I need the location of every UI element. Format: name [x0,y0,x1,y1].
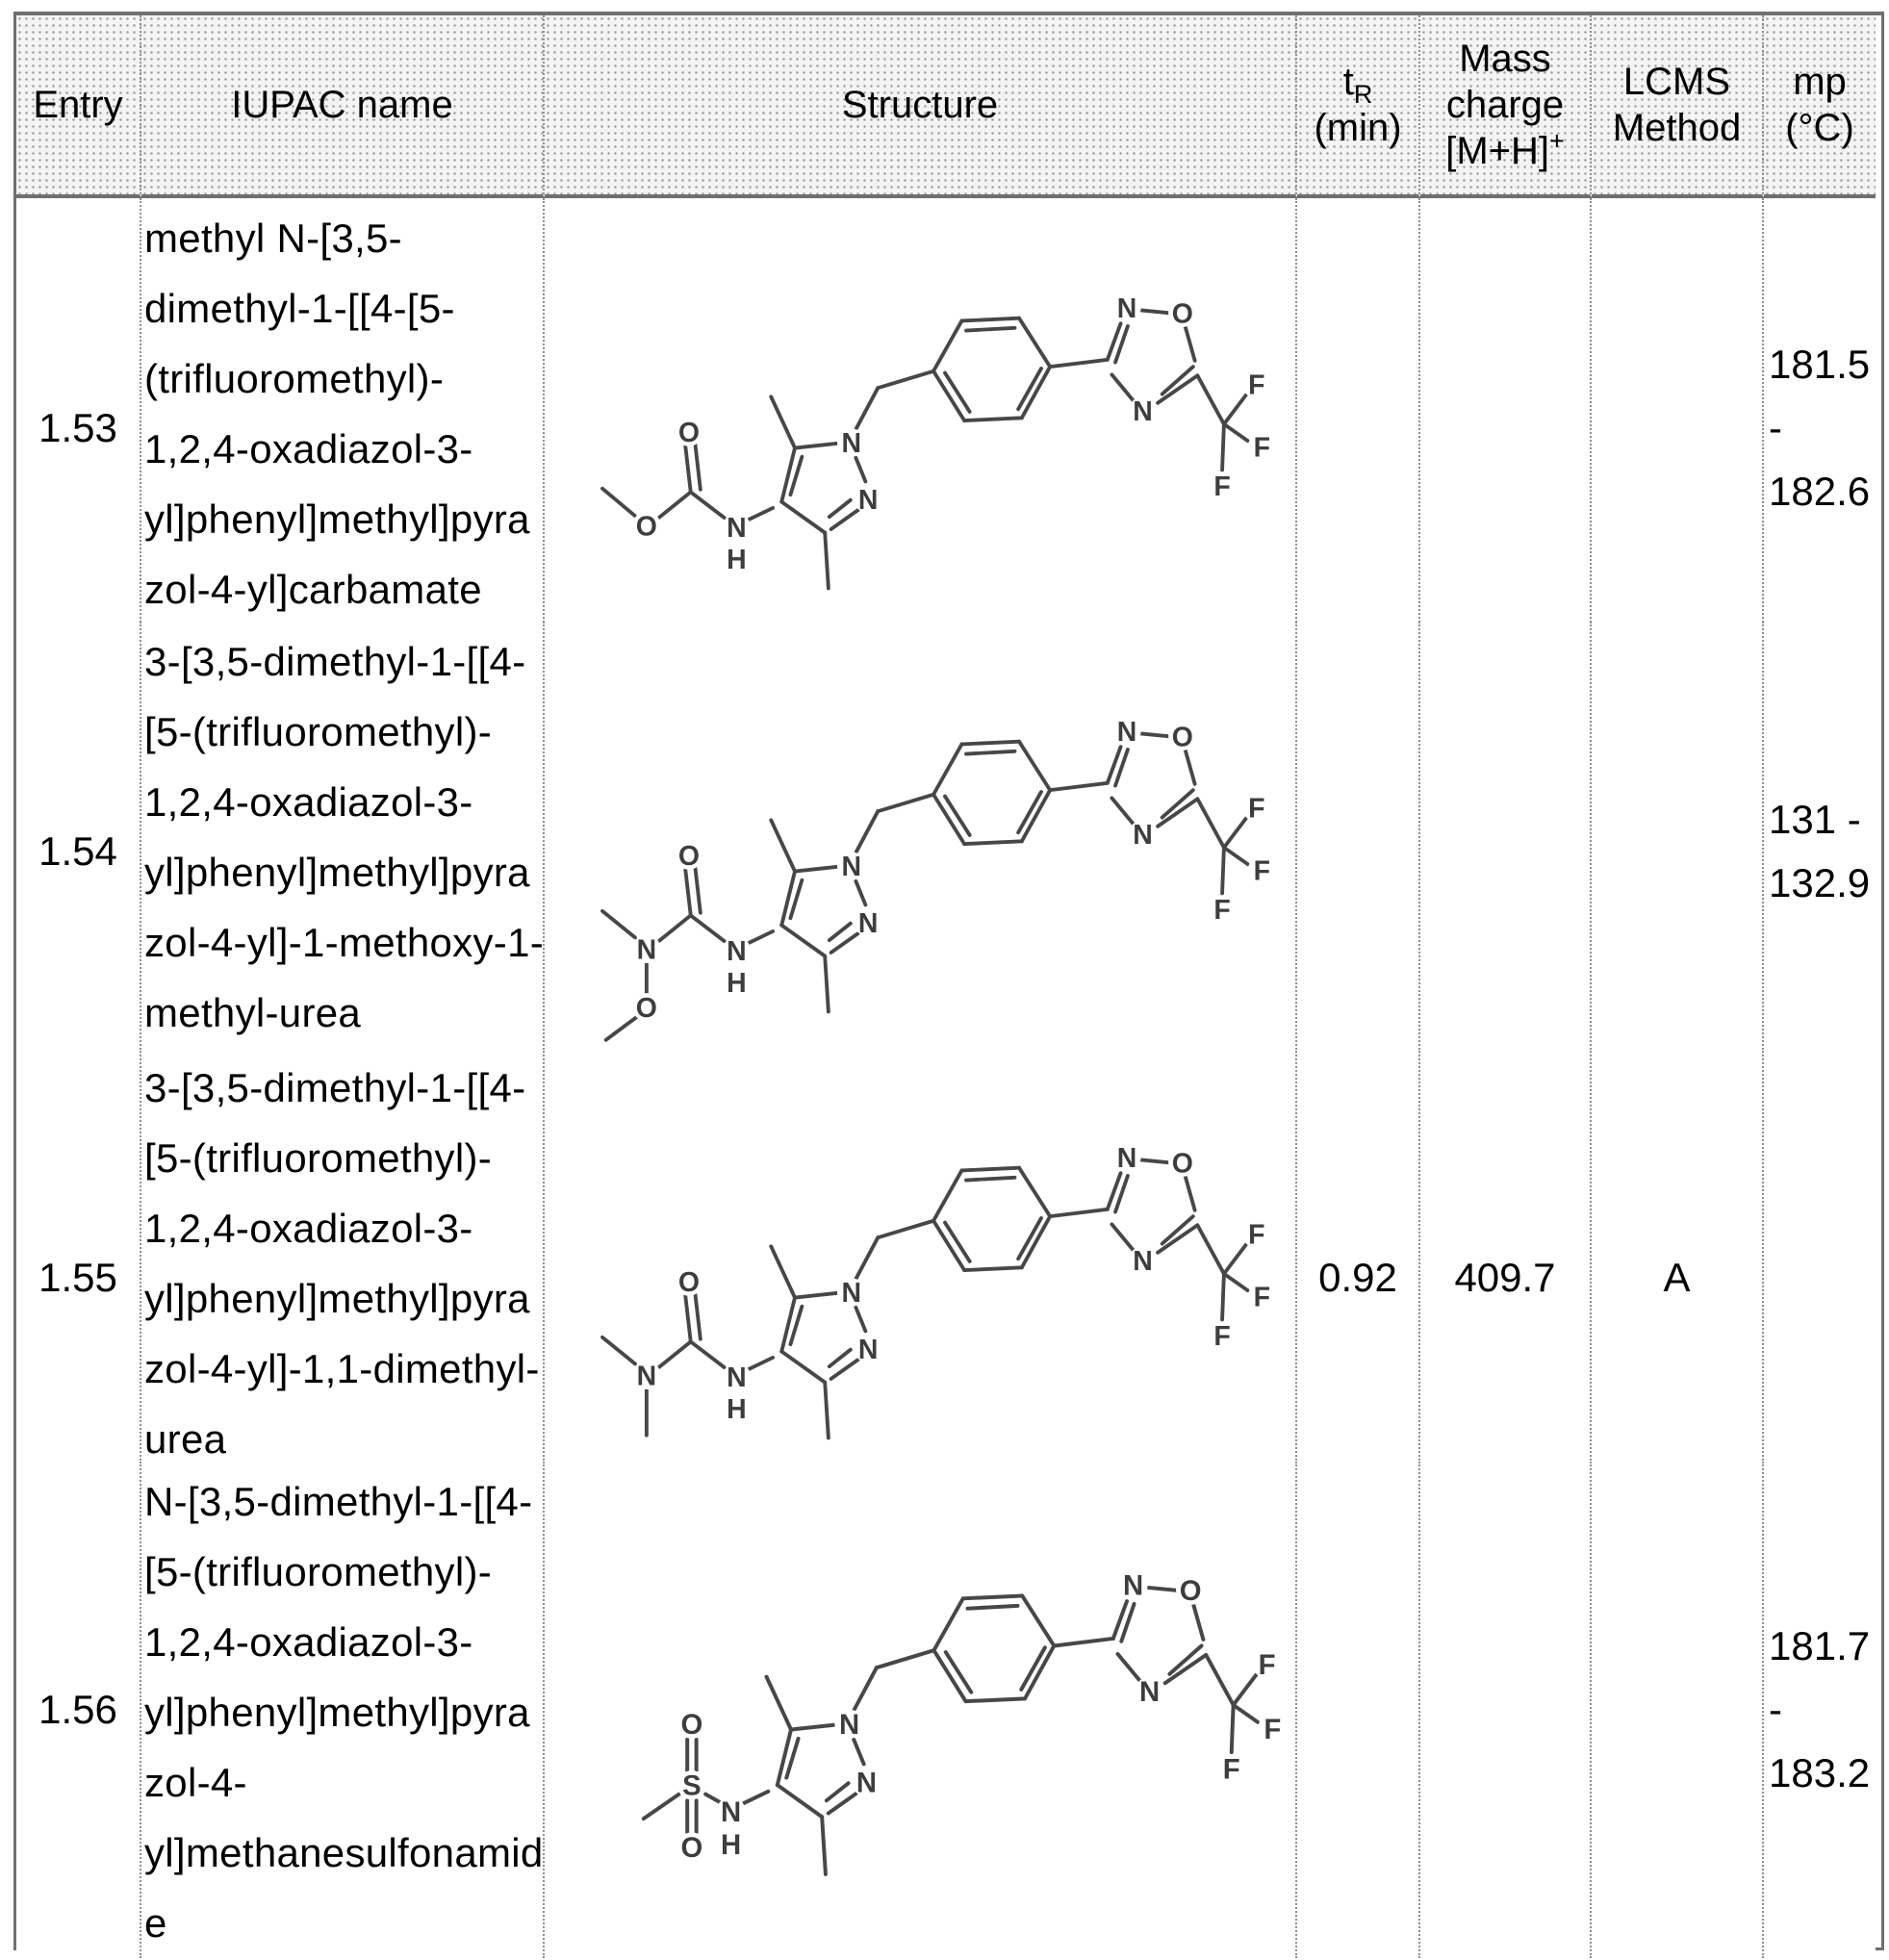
iupac-line: yl]methanesulfonamid [144,1830,544,1875]
structure-cell [545,1048,1297,1510]
iupac-line: [5-(trifluoromethyl)- [144,709,493,754]
lcms-method-value: A [1592,1048,1764,1510]
svg-text:N: N [857,1334,879,1365]
svg-text:N: N [841,427,861,459]
iupac-name [141,1048,545,1510]
iupac-name [141,1462,545,1958]
iupac-line: [5-(trifluoromethyl)- [144,1135,493,1181]
retention-time-value [1297,198,1420,660]
svg-text:F: F [1264,1714,1281,1746]
svg-text:H: H [726,1393,747,1425]
svg-text:O: O [1171,721,1193,752]
header-mass-charge: Mass charge [M+H]+ [1420,15,1592,198]
svg-text:N: N [855,1768,877,1800]
table-row [16,198,1881,622]
iupac-line: zol-4-yl]carbamate [144,567,482,612]
svg-text:O: O [680,1709,703,1742]
retention-time-value [1297,1462,1420,1958]
iupac-line: methyl-urea [144,990,362,1035]
iupac-name [141,198,545,660]
svg-text:F: F [1253,1282,1270,1313]
svg-text:N: N [726,512,747,544]
melting-point-value [1764,622,1876,1083]
molecule-structure-drawing [556,631,1285,1073]
mass-charge-value [1420,1462,1592,1958]
svg-text:N: N [1132,1245,1153,1277]
iupac-line: yl]phenyl]methyl]pyra [144,1276,530,1321]
mass-charge-value: 409.7 [1420,1048,1592,1510]
iupac-line: yl]phenyl]methyl]pyra [144,1690,530,1735]
compound-table [13,12,1884,1950]
header-melting-point: mp (°C) [1764,15,1876,198]
mp-line: 181.5 [1769,341,1871,387]
svg-text:N: N [841,1277,861,1309]
svg-text:N: N [726,1362,747,1393]
mp-line: 181.7 [1769,1623,1871,1668]
header-lcms-method: LCMS Method [1592,15,1764,198]
svg-text:N: N [1138,1676,1160,1709]
svg-text:N: N [1132,395,1153,427]
lcms-method-value [1592,1462,1764,1958]
table-row [16,1048,1881,1462]
svg-text:O: O [635,992,657,1024]
svg-text:F: F [1222,1753,1240,1786]
svg-text:H: H [726,544,747,575]
iupac-line: zol-4-yl]-1-methoxy-1- [144,920,545,965]
iupac-line: (trifluoromethyl)- [144,356,445,401]
lcms-method-value [1592,622,1764,1083]
mp-line: - [1769,1687,1782,1732]
svg-text:O: O [1179,1575,1202,1608]
melting-point-value [1764,1462,1876,1958]
melting-point-value [1764,1048,1876,1510]
entry-number: 1.54 [16,622,141,1083]
header-entry: Entry [16,15,141,198]
iupac-line: dimethyl-1-[[4-[5- [144,286,455,331]
svg-text:N: N [726,935,747,967]
mass-charge-value [1420,198,1592,660]
iupac-line: methyl N-[3,5- [144,216,402,261]
svg-text:O: O [677,1266,700,1298]
iupac-line: 1,2,4-oxadiazol-3- [144,426,473,471]
entry-number: 1.56 [16,1462,141,1958]
svg-text:F: F [1258,1649,1276,1682]
svg-text:F: F [1253,432,1270,464]
iupac-line: yl]phenyl]methyl]pyra [144,850,530,895]
iupac-line: 3-[3,5-dimethyl-1-[[4- [144,639,526,684]
entry-number: 1.53 [16,198,141,660]
svg-text:S: S [681,1769,702,1802]
svg-text:F: F [1247,369,1265,401]
svg-text:N: N [857,484,879,516]
table-row [16,622,1881,1048]
header-structure: Structure [545,15,1297,198]
header-retention-time: $t_R$ (min) [1297,15,1420,198]
iupac-line: 1,2,4-oxadiazol-3- [144,1206,473,1251]
retention-time-value [1297,622,1420,1083]
svg-text:F: F [1213,471,1231,502]
molecule-structure-drawing [556,1471,1285,1947]
svg-text:N: N [838,1709,859,1742]
svg-text:F: F [1247,793,1265,825]
svg-text:O: O [680,1832,703,1865]
iupac-line: [5-(trifluoromethyl)- [144,1549,493,1594]
mass-charge-value [1420,622,1592,1083]
iupac-name [141,622,545,1083]
mp-line: - [1769,404,1782,450]
structure-cell [545,198,1297,660]
mp-line: 182.6 [1769,468,1871,514]
svg-text:F: F [1213,894,1231,926]
svg-text:F: F [1213,1320,1231,1352]
table-row [16,1462,1881,1947]
svg-text:O: O [1171,297,1193,329]
mp-line: 183.2 [1769,1750,1871,1795]
svg-text:N: N [841,851,861,882]
structure-cell [545,1462,1297,1958]
iupac-line: zol-4- [144,1760,247,1805]
svg-text:O: O [677,840,700,872]
mp-line: 132.9 [1769,859,1871,905]
mp-line: 131 - [1769,796,1861,842]
svg-text:N: N [720,1796,741,1829]
entry-number: 1.55 [16,1048,141,1510]
iupac-line: e [144,1900,167,1946]
structure-cell [545,622,1297,1083]
svg-text:O: O [677,417,700,448]
svg-text:N: N [1116,293,1136,324]
svg-text:H: H [726,967,747,999]
table-header-row [16,15,1881,198]
iupac-line: N-[3,5-dimethyl-1-[[4- [144,1479,533,1524]
svg-text:H: H [720,1829,741,1862]
svg-text:O: O [635,510,657,542]
svg-text:N: N [1122,1569,1143,1602]
retention-time-value: 0.92 [1297,1048,1420,1510]
molecule-structure-drawing [556,208,1285,649]
svg-text:N: N [1116,716,1136,748]
svg-text:F: F [1253,855,1270,887]
melting-point-value [1764,198,1876,660]
svg-text:O: O [1171,1147,1193,1179]
molecule-structure-drawing [556,1057,1285,1499]
svg-text:N: N [636,933,656,965]
svg-text:N: N [636,1360,656,1391]
iupac-line: 3-[3,5-dimethyl-1-[[4- [144,1065,526,1110]
lcms-method-value [1592,198,1764,660]
svg-text:F: F [1247,1219,1265,1251]
iupac-line: zol-4-yl]-1,1-dimethyl- [144,1346,540,1391]
iupac-line: urea [144,1416,227,1462]
iupac-line: 1,2,4-oxadiazol-3- [144,1619,473,1665]
iupac-line: 1,2,4-oxadiazol-3- [144,779,473,825]
iupac-line: yl]phenyl]methyl]pyra [144,496,530,542]
svg-text:N: N [1132,819,1153,851]
header-iupac-name: IUPAC name [141,15,545,198]
svg-text:N: N [857,907,879,939]
svg-text:N: N [1116,1142,1136,1174]
